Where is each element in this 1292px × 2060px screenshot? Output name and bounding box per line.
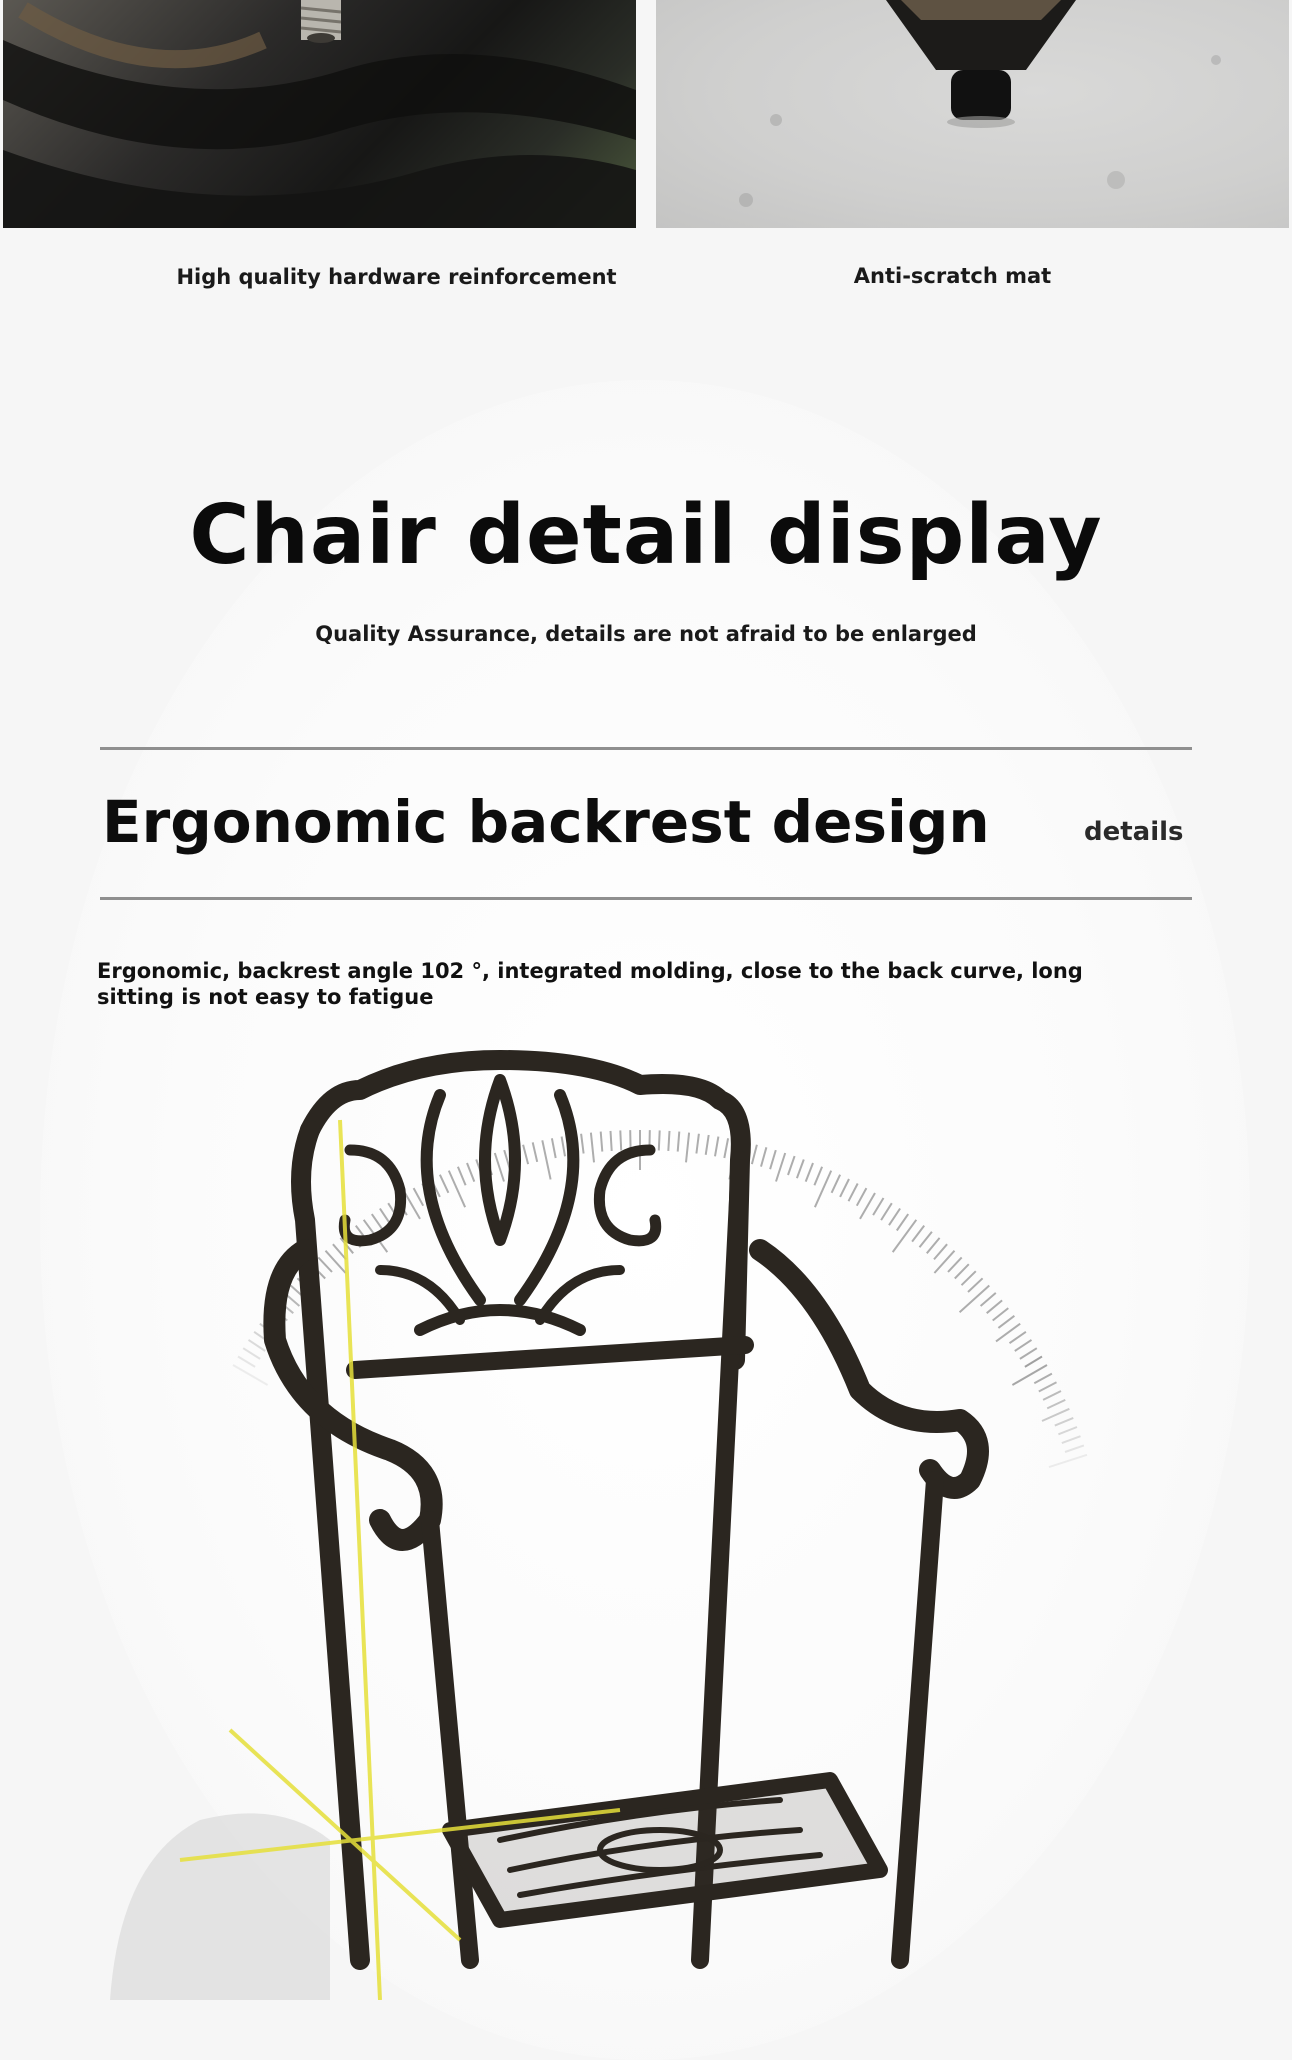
gauge-tick bbox=[962, 1271, 976, 1285]
gauge-tick bbox=[987, 1300, 1002, 1313]
gauge-tick bbox=[678, 1132, 680, 1152]
gauge-tick bbox=[993, 1308, 1009, 1320]
gauge-tick bbox=[788, 1156, 795, 1175]
gauge-tick bbox=[686, 1133, 689, 1163]
gauge-tick bbox=[912, 1226, 924, 1242]
gauge-tick bbox=[889, 1209, 900, 1226]
section-title: Ergonomic backrest design bbox=[102, 788, 990, 856]
gauge-tick bbox=[857, 1188, 867, 1206]
feature-caption-mat: Anti-scratch mat bbox=[800, 264, 1105, 288]
section-tag: details bbox=[1084, 817, 1184, 847]
gauge-tick bbox=[659, 1130, 660, 1150]
gauge-tick bbox=[1025, 1357, 1042, 1367]
gauge-tick bbox=[552, 1138, 556, 1158]
foot-pad-photo bbox=[656, 0, 1289, 228]
gauge-tick bbox=[706, 1135, 709, 1155]
gauge-tick bbox=[948, 1257, 962, 1272]
hardware-photo bbox=[3, 0, 636, 228]
gauge-tick bbox=[840, 1179, 849, 1197]
gauge-tick bbox=[960, 1286, 990, 1313]
page-title: Chair detail display bbox=[0, 488, 1292, 583]
gauge-tick bbox=[581, 1134, 584, 1154]
gauge-tick bbox=[981, 1293, 996, 1306]
gauge-tick bbox=[715, 1137, 718, 1157]
chair-shadow bbox=[110, 1813, 330, 2000]
gauge-tick bbox=[968, 1278, 983, 1292]
gauge-tick bbox=[927, 1238, 940, 1253]
gauge-tick bbox=[1034, 1374, 1052, 1384]
gauge-tick bbox=[668, 1131, 669, 1151]
gauge-tick bbox=[243, 1348, 260, 1359]
gauge-tick bbox=[458, 1167, 466, 1186]
gauge-tick bbox=[696, 1134, 699, 1154]
gauge-tick bbox=[724, 1138, 728, 1158]
page-subtitle: Quality Assurance, details are not afraid to be enlarged bbox=[0, 622, 1292, 646]
gauge-tick bbox=[611, 1131, 612, 1151]
gauge-tick bbox=[1010, 1332, 1026, 1343]
gauge-tick bbox=[1062, 1436, 1081, 1443]
gauge-tick bbox=[849, 1184, 858, 1202]
gauge-tick bbox=[881, 1203, 892, 1220]
gauge-tick bbox=[523, 1145, 528, 1164]
gauge-tick bbox=[897, 1214, 908, 1230]
gauge-tick bbox=[233, 1365, 268, 1385]
gauge-tick bbox=[934, 1244, 947, 1259]
gauge-tick bbox=[1042, 1409, 1069, 1421]
section-description: Ergonomic, backrest angle 102 °, integrated molding, close to the back curve, long sitting is not easy to fatigue bbox=[97, 958, 1137, 1010]
gauge-tick bbox=[1015, 1340, 1032, 1351]
gauge-tick bbox=[1012, 1365, 1047, 1385]
gauge-tick bbox=[806, 1163, 813, 1182]
gauge-tick bbox=[1039, 1382, 1057, 1391]
gauge-tick bbox=[533, 1142, 538, 1162]
gauge-tick bbox=[372, 1214, 383, 1230]
gauge-tick bbox=[770, 1150, 776, 1169]
section-divider-top bbox=[100, 747, 1192, 750]
gauge-tick bbox=[797, 1160, 804, 1179]
gauge-tick bbox=[998, 1316, 1014, 1328]
gauge-tick bbox=[832, 1175, 841, 1193]
gauge-tick bbox=[440, 1175, 449, 1193]
gauge-tick bbox=[1047, 1400, 1065, 1409]
gauge-tick bbox=[776, 1153, 785, 1182]
section-divider-bottom bbox=[100, 897, 1192, 900]
gauge-tick bbox=[752, 1145, 757, 1164]
gauge-tick bbox=[562, 1137, 565, 1157]
gauge-tick bbox=[1055, 1418, 1074, 1426]
gauge-tick bbox=[414, 1188, 424, 1206]
gauge-tick bbox=[814, 1167, 822, 1186]
gauge-tick bbox=[893, 1220, 917, 1252]
gauge-tick bbox=[591, 1133, 594, 1163]
gauge-tick bbox=[249, 1340, 266, 1351]
chair bbox=[274, 1060, 978, 1960]
gauge-tick bbox=[873, 1198, 883, 1215]
gauge-tick bbox=[955, 1264, 969, 1278]
gauge-tick bbox=[238, 1357, 255, 1367]
gauge-tick bbox=[467, 1163, 474, 1182]
gauge-tick bbox=[620, 1130, 621, 1150]
gauge-tick bbox=[1043, 1391, 1061, 1400]
feature-caption-hardware: High quality hardware reinforcement bbox=[140, 265, 653, 289]
gauge-tick bbox=[542, 1140, 550, 1179]
gauge-tick bbox=[1065, 1445, 1084, 1452]
gauge-tick bbox=[761, 1147, 766, 1166]
chair-illustration bbox=[0, 1040, 1292, 2000]
gauge-tick bbox=[1058, 1427, 1077, 1434]
gauge-tick bbox=[601, 1132, 603, 1152]
gauge-tick bbox=[1049, 1455, 1087, 1467]
gauge-tick bbox=[920, 1232, 932, 1248]
gauge-tick bbox=[1020, 1348, 1037, 1359]
gauge-tick bbox=[318, 1257, 332, 1272]
gauge-tick bbox=[495, 1153, 504, 1182]
